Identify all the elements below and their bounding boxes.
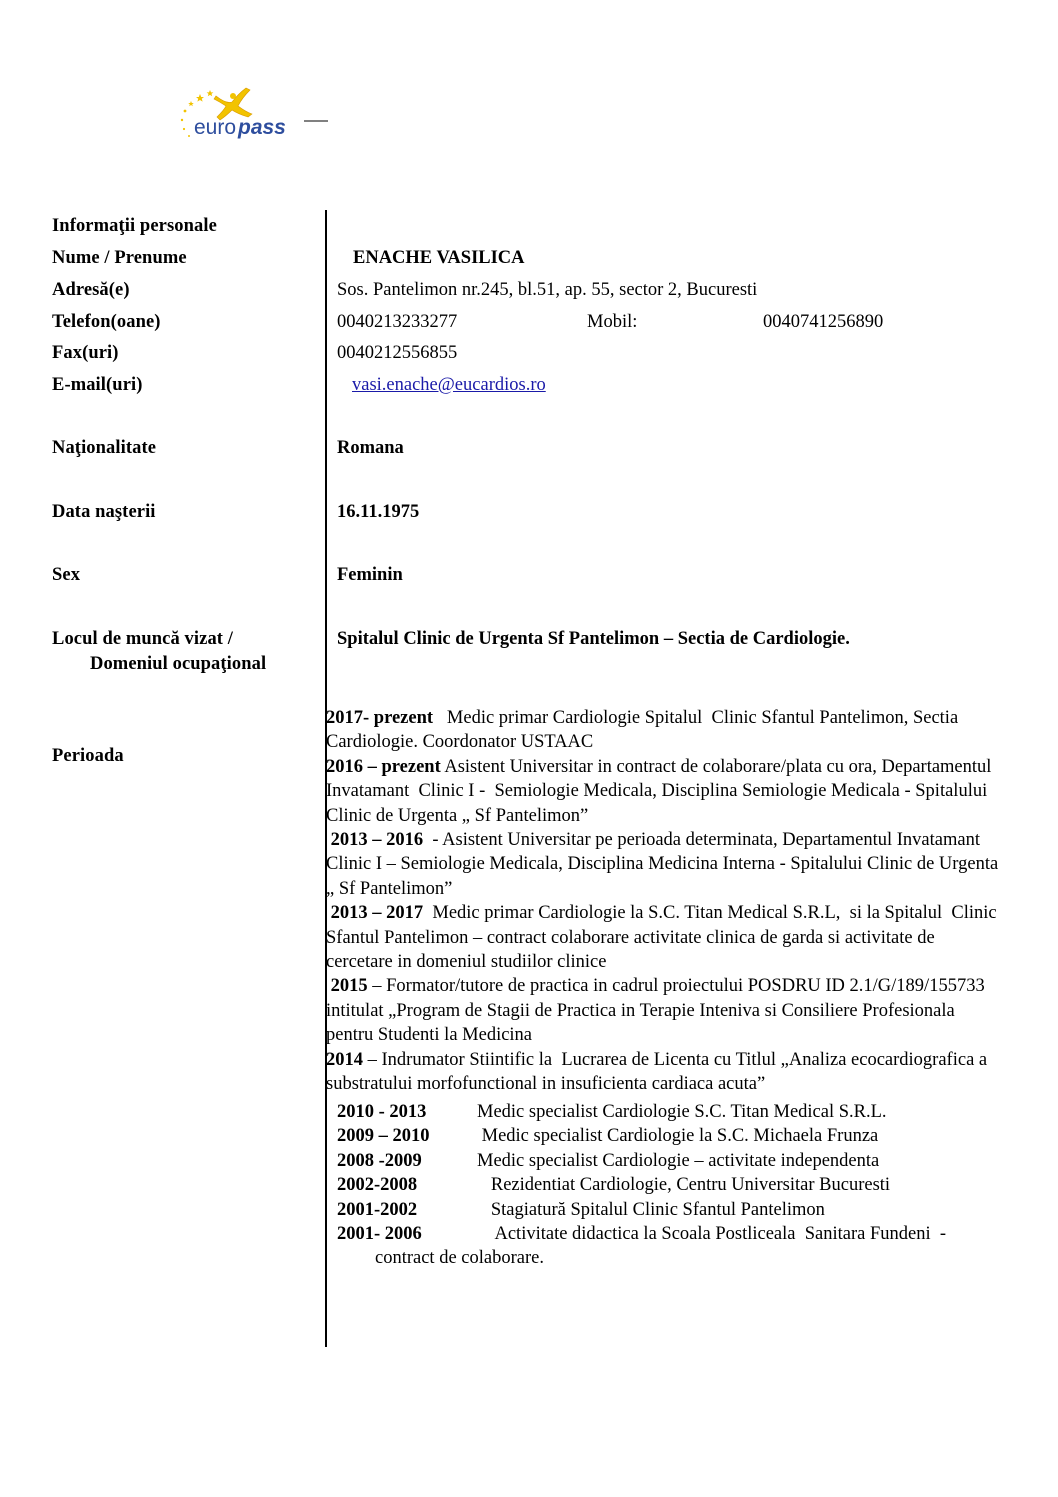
entry-text: - Asistent Universitar pe perioada determinata, Departamentul Invatamant Clinic I – Semiologie Medicala, Disciplina Medicina Interna - Spitalului Clinic de Urgenta „ Sf Pantelimon” bbox=[326, 830, 1003, 899]
svg-text:euro: euro bbox=[194, 116, 237, 139]
experience-entry bbox=[326, 755, 1006, 828]
email-link[interactable]: vasi.enache@eucardios.ro bbox=[352, 375, 546, 395]
entry-text: Medic primar Cardiologie la S.C. Titan Medical S.R.L, si la Spitalul Clinic Sfantul Pantelimon – contract colaborare activitate clinica de garda si activitate de cercetare in domeniul studiilor clinice bbox=[326, 903, 1002, 973]
label-phone: Telefon(oane) bbox=[52, 312, 161, 332]
europass-star-figure-icon bbox=[176, 84, 336, 144]
experience-row bbox=[337, 1198, 1017, 1222]
row-text: Medic specialist Cardiologie S.C. Titan Medical S.R.L. bbox=[477, 1102, 887, 1122]
label-fax: Fax(uri) bbox=[52, 343, 119, 363]
entry-period: 2016 – prezent bbox=[326, 756, 441, 777]
value-phone: 0040213233277 bbox=[337, 312, 458, 332]
label-nationality: Naţionalitate bbox=[52, 438, 157, 458]
label-mobile: Mobil: bbox=[587, 312, 638, 332]
experience-entry bbox=[326, 974, 1006, 1047]
value-job: Spitalul Clinic de Urgenta Sf Pantelimon – Sectia de Cardiologie. bbox=[337, 629, 850, 649]
experience-entry bbox=[326, 901, 1006, 974]
label-birthdate: Data naşterii bbox=[52, 502, 156, 522]
label-job-line2: Domeniul ocupaţional bbox=[90, 654, 267, 674]
entry-text: – Indrumator Stiintific la Lucrarea de Licenta cu Titlul „Analiza ecocardiografica a substratului morfofunctional in insuficienta cardiaca acuta” bbox=[326, 1049, 992, 1095]
row-period: 2001- 2006 bbox=[337, 1224, 422, 1245]
label-period: Perioada bbox=[52, 746, 124, 766]
row-period: 2001-2002 bbox=[337, 1199, 418, 1220]
row-period: 2002-2008 bbox=[337, 1175, 418, 1196]
entry-text: Asistent Universitar in contract de colaborare/plata cu ora, Departamentul Invatamant Clinic I - Semiologie Medicala, Disciplina Semiologie Medicala - Spitalului Clinic de Urgenta „ Sf Pantelimon” bbox=[326, 756, 997, 826]
europass-logo bbox=[176, 84, 336, 144]
label-email: E-mail(uri) bbox=[52, 375, 143, 395]
value-name: ENACHE VASILICA bbox=[353, 248, 525, 268]
row-text: Activitate didactica la Scoala Postliceala Sanitara Fundeni - bbox=[477, 1224, 947, 1245]
experience-entry bbox=[326, 706, 1006, 755]
entry-period: 2013 – 2016 bbox=[326, 830, 424, 851]
row-period: 2010 - 2013 bbox=[337, 1102, 427, 1122]
experience-entry bbox=[326, 828, 1006, 901]
entry-period: 2015 bbox=[326, 976, 368, 997]
value-sex: Feminin bbox=[337, 565, 403, 585]
row-text: Medic specialist Cardiologie – activitate independenta bbox=[477, 1150, 880, 1171]
row-text: Medic specialist Cardiologie la S.C. Michaela Frunza bbox=[477, 1126, 879, 1147]
row-text: Rezidentiat Cardiologie, Centru Universitar Bucuresti bbox=[477, 1175, 891, 1196]
value-fax: 0040212556855 bbox=[337, 343, 458, 363]
experience-row bbox=[337, 1173, 1017, 1197]
experience-row bbox=[337, 1100, 1017, 1124]
experience-row-continuation: contract de colaborare. bbox=[375, 1248, 544, 1269]
experience-short-list bbox=[337, 1100, 1017, 1271]
experience-entry bbox=[326, 1048, 1006, 1097]
experience-row bbox=[337, 1149, 1017, 1173]
entry-period: 2017- prezent bbox=[326, 708, 434, 728]
experience-row bbox=[337, 1222, 1017, 1246]
row-period: 2009 – 2010 bbox=[337, 1126, 430, 1147]
value-address: Sos. Pantelimon nr.245, bl.51, ap. 55, sector 2, Bucuresti bbox=[337, 280, 758, 300]
section-title-personal: Informaţii personale bbox=[52, 216, 217, 236]
value-mobile: 0040741256890 bbox=[763, 312, 884, 332]
experience-row bbox=[337, 1124, 1017, 1148]
entry-text: – Formator/tutore de practica in cadrul proiectului POSDRU ID 2.1/G/189/155733 intitulat „Program de Stagii de Practica in Terapie Inteniva si Consiliere Profesionala pentru Studenti la Medicina bbox=[326, 976, 990, 1046]
value-birthdate: 16.11.1975 bbox=[337, 502, 420, 522]
row-text: Stagiatură Spitalul Clinic Sfantul Pantelimon bbox=[477, 1199, 825, 1220]
entry-text: Medic primar Cardiologie Spitalul Clinic Sfantul Pantelimon, Sectia Cardiologie. Coordonator USTAAC bbox=[326, 708, 963, 753]
label-address: Adresă(e) bbox=[52, 280, 130, 300]
svg-text:pass: pass bbox=[238, 116, 286, 139]
entry-period: 2013 – 2017 bbox=[326, 903, 424, 924]
label-job-line1: Locul de muncă vizat / bbox=[52, 629, 234, 649]
label-name: Nume / Prenume bbox=[52, 248, 187, 268]
value-nationality: Romana bbox=[337, 438, 404, 458]
entry-period: 2014 bbox=[326, 1049, 363, 1070]
row-period: 2008 -2009 bbox=[337, 1150, 422, 1171]
experience-list bbox=[326, 706, 1006, 1097]
label-sex: Sex bbox=[52, 565, 81, 585]
